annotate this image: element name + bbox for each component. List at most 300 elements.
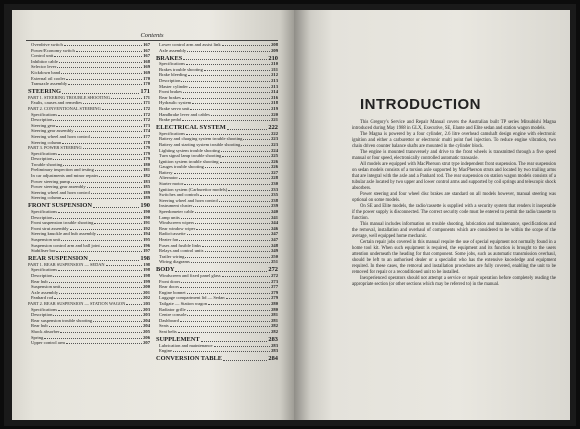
contents-page-number: 207 xyxy=(143,340,150,346)
leader-dots xyxy=(99,176,142,177)
contents-entry-title: Heater fan xyxy=(159,237,179,242)
contents-page-number: 230 xyxy=(271,181,278,187)
leader-dots xyxy=(58,310,142,311)
leader-dots xyxy=(179,178,270,179)
contents-page-number: 213 xyxy=(271,77,278,83)
contents-page-number: 235 xyxy=(271,192,278,198)
contents-page-number: 172 xyxy=(143,111,150,117)
leader-dots xyxy=(53,276,142,277)
contents-page-number: 204 xyxy=(143,317,150,323)
contents-entry-title: Axle assembly xyxy=(159,47,187,53)
leader-dots xyxy=(60,332,142,333)
contents-page-number: 206 xyxy=(143,334,150,340)
contents-entry-title: Engine bonnet xyxy=(159,289,186,295)
contents-page-number: 181 xyxy=(143,167,150,173)
contents-entry-title: Steering gear assembly xyxy=(31,128,74,134)
contents-entry xyxy=(28,340,150,346)
contents-page-number: 167 xyxy=(143,42,150,47)
contents-entry-title: Switches and controls xyxy=(159,192,200,198)
contents-page-number: 205 xyxy=(143,328,150,334)
leader-dots xyxy=(53,120,142,121)
contents-entry-title: Description xyxy=(31,156,53,162)
leader-dots xyxy=(190,109,270,110)
leader-dots xyxy=(66,343,142,344)
contents-page-number: 189 xyxy=(143,189,150,195)
introduction-paragraph: Power steering and four wheel disc brakes are standard on all models however, manual steering was optional on some models. xyxy=(352,192,556,203)
contents-entry-title: Wiring diagrams xyxy=(159,259,190,265)
leader-dots xyxy=(195,212,270,213)
leader-dots xyxy=(101,246,142,247)
contents-entry-title: Lighting system trouble shooting xyxy=(159,147,220,153)
contents-entry-title: In car adjustments and minor repairs xyxy=(31,173,99,179)
contents-entry-title: Rear window wiper xyxy=(159,225,196,231)
open-book xyxy=(4,4,576,426)
contents-page-number: 199 xyxy=(143,278,150,284)
introduction-paragraph: Certain repair jobs covered in this manual require the use of special equipment not normally found in a home tool kit. When such equipment is required, the equipment and its function is brought to the users attention underneath the heading for that component. Some jobs, such as automatic transmission overhaul, should be left to an authorised dealer or a specialist who has the extensive knowledge and equipment required. In these cases, the removal and installation procedures are fully covered, enabling the unit to be removed for repair or a reconditioned unit to be installed. xyxy=(352,240,556,275)
leader-dots xyxy=(53,218,142,219)
introduction-body xyxy=(352,120,556,288)
leader-dots xyxy=(93,321,142,322)
leader-dots xyxy=(181,218,270,219)
contents-page-number: 169 xyxy=(143,64,150,70)
contents-section-heading xyxy=(156,53,278,61)
contents-entry-title: Power steering pump xyxy=(31,178,71,184)
contents-entry-title: Radio/cassette xyxy=(159,231,186,237)
leader-dots xyxy=(102,109,143,110)
contents-page-number: 284 xyxy=(268,355,278,363)
contents-entry-title: Ignition system trouble shooting xyxy=(159,158,219,164)
contents-page-number: 219 xyxy=(271,105,278,111)
contents-page-number: 282 xyxy=(271,323,278,329)
contents-entry-title: BRAKES xyxy=(156,54,183,62)
contents-entry-title: Specifications xyxy=(31,150,58,156)
contents-page-number: 202 xyxy=(143,295,150,301)
contents-page-number: 233 xyxy=(271,186,278,192)
contents-page-number: 283 xyxy=(268,335,278,343)
contents-entry-title: Control unit xyxy=(31,53,54,59)
leader-dots xyxy=(111,98,142,99)
contents-section-heading xyxy=(28,201,150,209)
contents-page-number: 283 xyxy=(271,348,278,354)
leader-dots xyxy=(222,276,271,277)
contents-entry-title: PART 2. REAR SUSPENSION — STATION WAGON xyxy=(28,300,126,306)
contents-page-number: 282 xyxy=(271,328,278,334)
contents-entry-title: Axle assembly xyxy=(31,289,59,295)
contents-page-number: 177 xyxy=(143,133,150,139)
contents-entry-title: BODY xyxy=(156,266,175,274)
contents-page-number: 214 xyxy=(271,89,278,95)
contents-entry-title: Radiator grille xyxy=(159,306,186,312)
contents-page-number: 216 xyxy=(271,94,278,100)
leader-dots xyxy=(173,351,270,352)
leader-dots xyxy=(182,98,270,99)
leader-dots xyxy=(187,293,270,294)
contents-entry-title: Front brakes xyxy=(159,89,183,95)
contents-section-heading xyxy=(156,354,278,362)
contents-column-left xyxy=(28,42,150,346)
contents-entry-title: PART 1. REAR SUSPENSION — SEDAN xyxy=(28,261,105,267)
contents-entry-title: Front suspension trouble shooting xyxy=(31,220,94,226)
leader-dots xyxy=(64,45,142,46)
contents-page-number: 198 xyxy=(143,261,150,267)
contents-page-number: 238 xyxy=(271,197,278,203)
contents-entry-title: Battery xyxy=(159,169,173,175)
leader-dots xyxy=(243,139,270,140)
leader-dots xyxy=(222,45,270,46)
contents-entry-title: STEERING xyxy=(28,88,62,96)
leader-dots xyxy=(58,270,142,271)
leader-dots xyxy=(66,79,142,80)
leader-dots xyxy=(200,195,270,196)
contents-page-number: 226 xyxy=(271,158,278,164)
leader-dots xyxy=(59,62,142,63)
contents-page-number: 168 xyxy=(143,58,150,64)
contents-page-number: 192 xyxy=(143,225,150,231)
leader-dots xyxy=(193,206,270,207)
contents-entry-title: Steering column xyxy=(31,195,62,201)
leader-dots xyxy=(187,51,270,52)
contents-page-number: 189 xyxy=(143,195,150,201)
leader-dots xyxy=(221,151,270,152)
contents-page xyxy=(12,10,294,420)
leader-dots xyxy=(71,182,142,183)
contents-entry-title: Panhard rod xyxy=(31,295,54,301)
contents-entry-title: Shock absorber xyxy=(31,328,60,334)
contents-page-number: 227 xyxy=(271,169,278,175)
contents-page-number: 210 xyxy=(268,54,278,62)
running-head: Contents xyxy=(26,32,278,41)
contents-page-number: 179 xyxy=(143,150,150,156)
contents-page-number: 226 xyxy=(271,164,278,170)
leader-dots xyxy=(228,190,270,191)
contents-page-number: 172 xyxy=(143,117,150,123)
contents-page-number: 167 xyxy=(143,53,150,59)
leader-dots xyxy=(175,271,267,272)
contents-entry-title: Seat belts xyxy=(159,328,177,334)
contents-entry-title: Rear suspension trouble shooting xyxy=(31,317,93,323)
contents-page-number: 198 xyxy=(143,267,150,273)
introduction-paragraph: The engine is mounted transversely and drive to the front wheels is transmitted through a five speed manual or four speed, electronically controlled automatic transaxle. xyxy=(352,150,556,161)
contents-page-number: 180 xyxy=(143,161,150,167)
contents-entry-title: Speedometer cable xyxy=(159,209,194,215)
leader-dots xyxy=(75,131,143,132)
leader-dots xyxy=(93,207,139,208)
contents-page-number: 182 xyxy=(143,173,150,179)
contents-page-number: 200 xyxy=(143,284,150,290)
contents-page-number: 280 xyxy=(271,300,278,306)
contents-entry-title: Relays and control units xyxy=(159,248,204,254)
leader-dots xyxy=(186,134,270,135)
contents-page-number: 194 xyxy=(143,231,150,237)
contents-entry-title: CONVERSION TABLE xyxy=(156,355,222,363)
contents-page-number: 179 xyxy=(143,145,150,151)
contents-entry-title: Rear brakes xyxy=(159,94,181,100)
contents-page-number: 239 xyxy=(271,203,278,209)
contents-entry-title: Trailer wiring xyxy=(159,253,185,259)
contents-page-number: 249 xyxy=(271,248,278,254)
contents-entry-title: Steering knuckle and hub assembly xyxy=(31,231,97,237)
contents-entry-title: Preliminary inspection and testing xyxy=(31,167,94,173)
leader-dots xyxy=(195,223,270,224)
contents-page-number: 222 xyxy=(271,130,278,136)
contents-entry-title: Instrument cluster xyxy=(159,203,193,209)
contents-page-number: 240 xyxy=(271,209,278,215)
contents-page-number: 222 xyxy=(268,124,278,132)
contents-entry-title: Brakes trouble shooting xyxy=(159,66,203,72)
leader-dots xyxy=(183,59,267,60)
contents-page-number: 281 xyxy=(271,312,278,318)
leader-dots xyxy=(222,156,270,157)
contents-page-number: 283 xyxy=(271,342,278,348)
contents-page-number: 173 xyxy=(143,122,150,128)
contents-page-number: 279 xyxy=(271,289,278,295)
leader-dots xyxy=(204,70,270,71)
contents-entry-title: Steering gear xyxy=(31,122,56,128)
contents-entry-title: Steering wheel and horn control xyxy=(31,133,90,139)
leader-dots xyxy=(58,115,142,116)
introduction-paragraph: All models are equipped with MacPherson strut type independent front suspension. The rear suspension on sedan models consists of a torsion axle supported by MacPherson struts and located by two trailing arms that are integral with the axle and a Panhard rod. The rear suspension on station wagon models consists of a tubular axle located by two upper and lower control arms and supported by coil springs and telescopic shock absorbers. xyxy=(352,162,556,191)
contents-page-number: 198 xyxy=(140,255,150,263)
leader-dots xyxy=(61,240,142,241)
contents-entry-title: Stabiliser bar xyxy=(31,248,56,254)
contents-entry-title: Steering column xyxy=(31,139,62,145)
leader-dots xyxy=(62,93,139,94)
leader-dots xyxy=(223,360,267,361)
contents-entry-title: Ignition system (Carburettor models) xyxy=(159,186,228,192)
contents-entry-title: Windscreen wipers xyxy=(159,220,195,226)
leader-dots xyxy=(83,148,143,149)
contents-page-number: 169 xyxy=(143,69,150,75)
contents-page-number: 244 xyxy=(271,220,278,226)
contents-page-number: 196 xyxy=(143,242,150,248)
contents-page-number: 171 xyxy=(143,100,150,106)
contents-entry-title: Handbrake lever and cables xyxy=(159,111,210,117)
introduction-paragraph: On SE and Elite models, the radio/cassette is supplied with a security system that renders it inoperable if the power supply is disconnected. The correct security code must be entered to permit the radio/cassette to function. xyxy=(352,204,556,221)
contents-page-number: 248 xyxy=(271,242,278,248)
page-title: INTRODUCTION xyxy=(360,96,481,113)
contents-page-number: 228 xyxy=(271,175,278,181)
contents-entry-title: Description xyxy=(31,272,53,278)
contents-entry-title: Selector lever xyxy=(31,64,57,70)
contents-entry-title: Fuses and fusible links xyxy=(159,242,201,248)
contents-entry-title: Trouble shooting xyxy=(31,161,63,167)
leader-dots xyxy=(87,187,142,188)
contents-entry-title: Suspension unit xyxy=(31,237,61,242)
contents-page-number: 190 xyxy=(140,202,150,210)
contents-page-number: 203 xyxy=(143,306,150,312)
contents-entry-title: Luggage compartment lid — Sedan xyxy=(159,295,225,301)
contents-page-number: 279 xyxy=(271,295,278,301)
contents-page-number: 174 xyxy=(143,128,150,134)
leader-dots xyxy=(181,81,270,82)
contents-entry-title: Transaxle assembly xyxy=(31,81,68,87)
contents-entry-title: ELECTRICAL SYSTEM xyxy=(156,124,226,132)
leader-dots xyxy=(63,165,142,166)
leader-dots xyxy=(178,332,270,333)
contents-entry-title: Centre console xyxy=(159,312,187,318)
leader-dots xyxy=(53,159,142,160)
leader-dots xyxy=(91,193,142,194)
contents-entry-title: Rear hub xyxy=(31,278,48,284)
contents-entry-title: Front doors xyxy=(159,278,181,284)
contents-entry-title: Specifications xyxy=(159,61,186,67)
contents-entry-title: Gauges trouble shooting xyxy=(159,164,204,170)
leader-dots xyxy=(205,251,271,252)
leader-dots xyxy=(58,154,142,155)
leader-dots xyxy=(61,287,142,288)
contents-entry-title: Starter motor xyxy=(159,181,184,187)
contents-page-number: 247 xyxy=(271,231,278,237)
contents-entry-title: Master cylinder xyxy=(159,83,188,89)
contents-entry-title: Specifications xyxy=(31,111,58,117)
contents-page-number: 201 xyxy=(143,289,150,295)
contents-entry-title: Seats xyxy=(159,323,169,329)
contents-page-number: 246 xyxy=(271,225,278,231)
contents-page-number: 241 xyxy=(271,214,278,220)
leader-dots xyxy=(186,64,270,65)
contents-page-number: 250 xyxy=(271,253,278,259)
leader-dots xyxy=(44,338,142,339)
leader-dots xyxy=(220,162,271,163)
contents-entry-title: FRONT SUSPENSION xyxy=(28,202,92,210)
leader-dots xyxy=(95,170,142,171)
contents-entry-title: Suspension unit xyxy=(31,284,61,290)
contents-page-number: 280 xyxy=(271,306,278,312)
contents-entry-title: Inhibitor cable xyxy=(31,58,58,64)
leader-dots xyxy=(53,315,142,316)
contents-page-number: 204 xyxy=(143,323,150,329)
contents-section-heading xyxy=(156,265,278,273)
contents-page-number: 277 xyxy=(271,284,278,290)
contents-page-number: 191 xyxy=(143,220,150,226)
contents-page-number: 220 xyxy=(271,111,278,117)
contents-page-number: 211 xyxy=(271,66,278,72)
leader-dots xyxy=(241,145,270,146)
leader-dots xyxy=(58,212,142,213)
leader-dots xyxy=(188,75,270,76)
contents-entry-title: Windscreen and fixed panel glass xyxy=(159,272,221,278)
contents-entry-title: Overdrive switch xyxy=(31,42,63,47)
contents-page-number: 185 xyxy=(143,184,150,190)
contents-page-number: 221 xyxy=(271,117,278,123)
contents-entry-title: Battery and charging system trouble shooting xyxy=(159,136,243,142)
contents-page-number: 225 xyxy=(271,153,278,159)
leader-dots xyxy=(202,246,270,247)
leader-dots xyxy=(83,103,142,104)
leader-dots xyxy=(192,103,270,104)
leader-dots xyxy=(189,87,270,88)
leader-dots xyxy=(187,310,270,311)
leader-dots xyxy=(214,346,271,347)
contents-entry-title: Brake servo unit xyxy=(159,105,190,111)
leader-dots xyxy=(56,126,142,127)
leader-dots xyxy=(62,198,142,199)
leader-dots xyxy=(180,287,270,288)
contents-section-heading xyxy=(156,123,278,131)
contents-entry-title: Tailgate — Station wagon xyxy=(159,300,208,306)
leader-dots xyxy=(61,73,142,74)
contents-entry-title: Specifications xyxy=(31,209,58,215)
contents-page-number: 224 xyxy=(271,147,278,153)
leader-dots xyxy=(70,229,143,230)
leader-dots xyxy=(91,137,142,138)
leader-dots xyxy=(174,173,271,174)
contents-page-number: 170 xyxy=(143,81,150,87)
contents-entry-title: Description xyxy=(159,77,181,83)
contents-page-number: 203 xyxy=(143,312,150,318)
leader-dots xyxy=(170,326,270,327)
contents-entry-title: Brake bleeding xyxy=(159,72,187,78)
contents-entry-title: Spring xyxy=(31,334,44,340)
introduction-page xyxy=(294,10,570,420)
leader-dots xyxy=(94,223,142,224)
contents-entry-title: REAR SUSPENSION xyxy=(28,255,88,263)
contents-entry-title: Rear hub xyxy=(31,323,48,329)
contents-entry-title: Lamp units xyxy=(159,214,180,220)
leader-dots xyxy=(68,84,142,85)
leader-dots xyxy=(97,234,142,235)
contents-entry-title: Dashboard xyxy=(159,317,179,323)
contents-entry-title: Description xyxy=(31,214,53,220)
contents-entry-title: External oil cooler xyxy=(31,75,66,81)
introduction-paragraph: Inexperienced operators should not attempt a service or repair operation before completely reading the appropriate section (or other sections which may be referred to) in the manual. xyxy=(352,276,556,287)
leader-dots xyxy=(205,167,270,168)
contents-entry-title: Kickdown band xyxy=(31,69,61,75)
leader-dots xyxy=(201,341,268,342)
contents-page-number: 210 xyxy=(271,61,278,67)
contents-entry-title: PART 2. CONVENTIONAL STEERING xyxy=(28,105,101,111)
contents-entry-title: Specifications xyxy=(31,267,58,273)
introduction-paragraph: This manual includes information on trouble shooting, lubrication and maintenance, specifications and the removal, installation and overhaul of components which are considered to be within the scope of the average, well equipped home mechanic. xyxy=(352,222,556,239)
contents-page-number: 213 xyxy=(271,83,278,89)
contents-page-number: 272 xyxy=(268,266,278,274)
contents-entry-title: Alternator xyxy=(159,175,178,181)
contents-page-number: 190 xyxy=(143,214,150,220)
leader-dots xyxy=(49,326,142,327)
leader-dots xyxy=(181,282,270,283)
introduction-paragraph: The Magna is powered by a four cylinder, 2.6 litre overhead camshaft design engine with electronic ignition and either a carburettor or electronic multi point fuel injection. To reduce engine vibration, two chain driven counter balance shafts are mounted in the cylinder block. xyxy=(352,132,556,149)
contents-page-number: 281 xyxy=(271,317,278,323)
contents-page-number: 223 xyxy=(271,141,278,147)
contents-page-number: 195 xyxy=(143,237,150,242)
contents-page-number: 190 xyxy=(143,209,150,215)
leader-dots xyxy=(54,298,142,299)
contents-page-number: 251 xyxy=(271,259,278,265)
contents-entry-title: Upper control arm xyxy=(31,340,65,346)
leader-dots xyxy=(106,265,143,266)
contents-entry-title: Description xyxy=(31,312,53,318)
contents-page-number: 171 xyxy=(143,94,150,100)
contents-entry-title: Faults, causes and remedies xyxy=(31,100,83,106)
leader-dots xyxy=(187,234,271,235)
contents-entry-title: PART 3. POWER STEERING xyxy=(28,145,82,151)
leader-dots xyxy=(126,304,142,305)
leader-dots xyxy=(185,257,270,258)
leader-dots xyxy=(196,229,270,230)
contents-column-right xyxy=(156,42,278,362)
contents-entry-title: Front strut assembly xyxy=(31,225,69,231)
leader-dots xyxy=(187,315,270,316)
contents-entry-title: Lubrication and maintenance xyxy=(159,342,213,348)
contents-entry-title: Steering wheel and horn control xyxy=(159,197,218,203)
contents-entry-title: Hydraulic system xyxy=(159,100,192,106)
contents-page-number: 203 xyxy=(143,300,150,306)
leader-dots xyxy=(208,304,270,305)
contents-section-heading xyxy=(156,335,278,343)
contents-entry-title: Suspension control arm and ball joint xyxy=(31,242,100,248)
contents-page-number: 212 xyxy=(271,72,278,78)
leader-dots xyxy=(226,298,271,299)
